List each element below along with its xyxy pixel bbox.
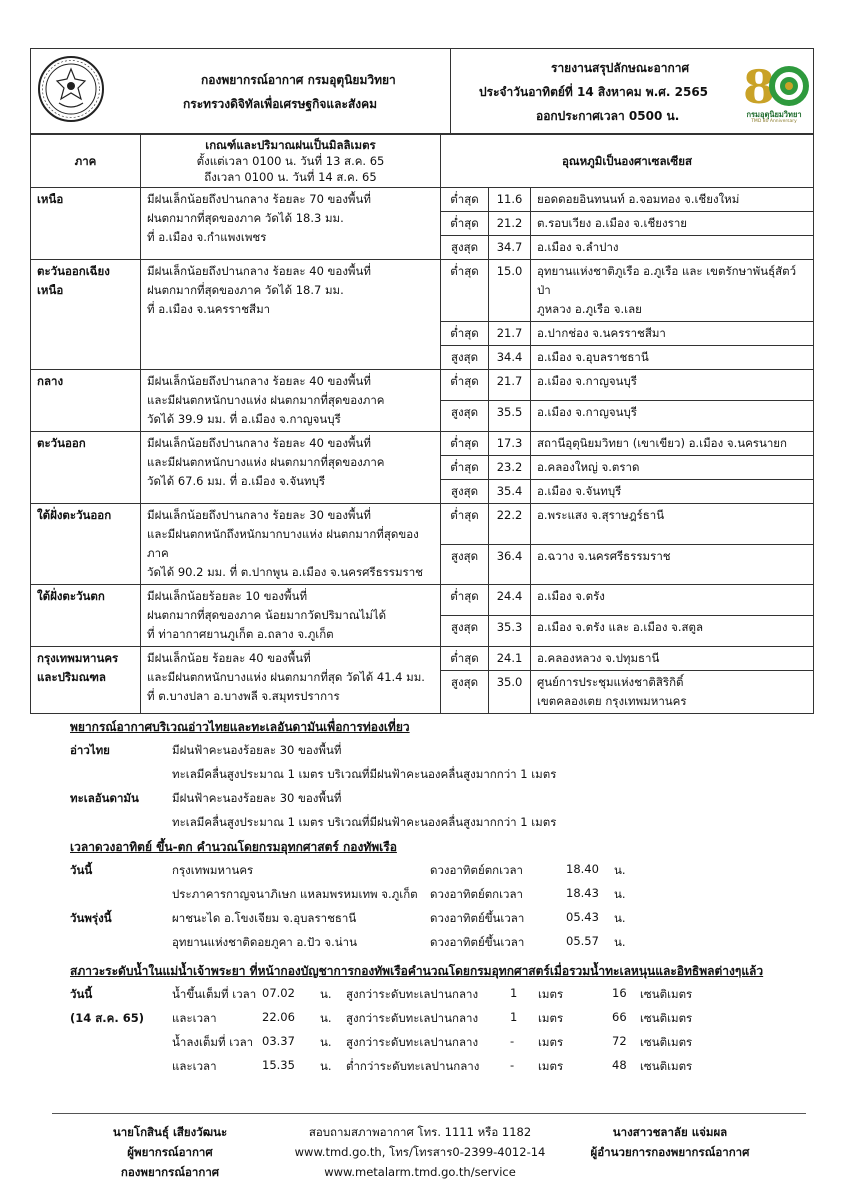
temp-location-line: ภูหลวง อ.ภูเรือ จ.เลย [537, 302, 642, 316]
tide-label: น้ำลงเต็มที่ เวลา [172, 1035, 254, 1049]
temp-value: 11.6 [489, 188, 531, 212]
rain-summary [141, 585, 441, 647]
footer-left [70, 1122, 270, 1182]
sun-title: เวลาดวงอาทิตย์ ขึ้น-ตก คำนวณโดยกรมอุทกศาสตร์ กองทัพเรือ [70, 840, 397, 854]
temp-location-line: อ.พระแสง จ.สุราษฎร์ธานี [537, 508, 665, 522]
report-title: รายงานสรุปลักษณะอากาศ [551, 61, 690, 75]
sun-event: ดวงอาทิตย์ตกเวลา [430, 887, 524, 901]
tide-relation: ต่ำกว่าระดับทะเลปานกลาง [346, 1059, 480, 1073]
tide-time: 07.02 [262, 986, 295, 1000]
temp-location-line: เขตคลองเตย กรุงเทพมหานคร [537, 694, 687, 708]
footer-divider [52, 1113, 806, 1114]
temp-value: 35.5 [489, 401, 531, 432]
forecaster-org: กองพยากรณ์อากาศ [120, 1165, 220, 1179]
tide-meter-unit: เมตร [538, 1035, 564, 1049]
region-name: กลาง [31, 370, 141, 432]
temp-type: ต่ำสุด [441, 370, 489, 401]
temp-type: ต่ำสุด [441, 260, 489, 322]
director-title: ผู้อำนวยการกองพยากรณ์อากาศ [590, 1145, 750, 1159]
temp-location-line: อ.ปากช่อง จ.นครราชสีมา [537, 326, 666, 340]
tide-m: - [510, 1058, 515, 1072]
rain-line: ที่ อ.เมือง จ.กำแพงเพชร [147, 230, 267, 244]
temp-location [531, 585, 814, 616]
table-row [31, 504, 814, 545]
rain-summary [141, 647, 441, 714]
temp-location [531, 188, 814, 212]
rain-line: ฝนตกมากที่สุดของภาค น้อยมากวัดปริมาณไม่ได้ [147, 608, 387, 622]
temp-value: 15.0 [489, 260, 531, 322]
rain-line: มีฝนเล็กน้อยถึงปานกลาง ร้อยละ 70 ของพื้นที่ [147, 192, 371, 206]
temp-location [531, 370, 814, 401]
logo-text: กรมอุตุนิยมวิทยา [746, 110, 802, 119]
rain-summary [141, 260, 441, 370]
rain-summary [141, 370, 441, 432]
tide-label: และเวลา [172, 1011, 217, 1025]
gulf-line-2: ทะเลมีคลื่นสูงประมาณ 1 เมตร บริเวณที่มีฝนฟ้าคะนองคลื่นสูงมากกว่า 1 เมตร [172, 767, 557, 781]
sun-time: 18.40 [566, 862, 599, 876]
andaman-line-2: ทะเลมีคลื่นสูงประมาณ 1 เมตร บริเวณที่มีฝนฟ้าคะนองคลื่นสูงมากกว่า 1 เมตร [172, 815, 557, 829]
temp-location [531, 544, 814, 585]
rain-line: มีฝนเล็กน้อยร้อยละ 10 ของพื้นที่ [147, 589, 308, 603]
temp-type: ต่ำสุด [441, 188, 489, 212]
rain-line: วัดได้ 67.6 มม. ที่ อ.เมือง จ.จันทบุรี [147, 474, 326, 488]
temp-type: สูงสุด [441, 401, 489, 432]
tide-cm-unit: เซนติเมตร [640, 1035, 693, 1049]
sun-event: ดวงอาทิตย์ขึ้นเวลา [430, 911, 525, 925]
temp-location-line: ยอดดอยอินทนนท์ อ.จอมทอง จ.เชียงใหม่ [537, 192, 740, 206]
tide-cm-unit: เซนติเมตร [640, 987, 693, 1001]
temp-type: ต่ำสุด [441, 504, 489, 545]
region-name: ใต้ฝั่งตะวันตก [31, 585, 141, 647]
temp-location-line: อุทยานแห่งชาติภูเรือ อ.ภูเรือ และ เขตรักษาพันธุ์สัตว์ป่า [537, 264, 797, 297]
temp-location-line: อ.เมือง จ.อุบลราชธานี [537, 350, 649, 364]
table-row [31, 432, 814, 456]
rain-line: ฝนตกมากที่สุดของภาค วัดได้ 18.7 มม. [147, 283, 344, 297]
tide-relation: สูงกว่าระดับทะเลปานกลาง [346, 1035, 479, 1049]
temp-type: สูงสุด [441, 346, 489, 370]
sun-unit: น. [614, 935, 626, 949]
tide-date-label: (14 ส.ค. 65) [70, 1011, 144, 1025]
contact-website[interactable]: www.tmd.go.th, โทร/โทรสาร0-2399-4012-14 [294, 1145, 546, 1159]
rain-line: ที่ ท่าอากาศยานภูเก็ต อ.ถลาง จ.ภูเก็ต [147, 627, 334, 641]
temp-location [531, 480, 814, 504]
andaman-line-1: มีฝนฟ้าคะนองร้อยละ 30 ของพื้นที่ [172, 791, 342, 805]
rain-summary [141, 432, 441, 504]
table-row [31, 188, 814, 212]
temp-location-line: สถานีอุตุนิยมวิทยา (เขาเขียว) อ.เมือง จ.นครนายก [537, 436, 788, 450]
temp-location [531, 346, 814, 370]
rain-line: และมีฝนตกหนักบางแห่ง ฝนตกมากที่สุดของภาค [147, 455, 385, 469]
sun-time: 05.57 [566, 934, 599, 948]
tide-time-unit: น. [320, 1011, 332, 1025]
temp-value: 36.4 [489, 544, 531, 585]
tide-title: สภาวะระดับน้ำในแม่น้ำเจ้าพระยา ที่หน้ากองบัญชาการกองทัพเรือคำนวณโดยกรมอุทกศาสตร์เมื่อรวมน้ำทะเลหนุนและอิทธิพลต่างๆแล้ว [70, 964, 764, 978]
sun-place: ผาชนะได อ.โขงเจียม จ.อุบลราชธานี [172, 911, 357, 925]
temp-type: สูงสุด [441, 671, 489, 714]
temp-location [531, 212, 814, 236]
forecaster-title: ผู้พยากรณ์อากาศ [127, 1145, 213, 1159]
logo-subtext: TMD 80 Anniversary [751, 119, 797, 124]
sea-title: พยากรณ์อากาศบริเวณอ่าวไทยและทะเลอันดามันเพื่อการท่องเที่ยว [70, 720, 410, 734]
table-row [31, 647, 814, 671]
temp-type: ต่ำสุด [441, 432, 489, 456]
andaman-label: ทะเลอันดามัน [70, 791, 139, 805]
report-header [30, 48, 814, 134]
temp-type: ต่ำสุด [441, 212, 489, 236]
temp-location [531, 401, 814, 432]
tide-time: 15.35 [262, 1058, 295, 1072]
rain-summary [141, 504, 441, 585]
col-temp-header: อุณหภูมิเป็นองศาเซลเซียส [441, 135, 814, 188]
temp-type: ต่ำสุด [441, 322, 489, 346]
region-name: ใต้ฝั่งตะวันออก [31, 504, 141, 585]
sun-event: ดวงอาทิตย์ตกเวลา [430, 863, 524, 877]
table-row [31, 260, 814, 322]
tide-cm: 48 [612, 1058, 627, 1072]
sun-time: 18.43 [566, 886, 599, 900]
tide-cm-unit: เซนติเมตร [640, 1011, 693, 1025]
tide-time: 22.06 [262, 1010, 295, 1024]
dept-line-2: กระทรวงดิจิทัลเพื่อเศรษฐกิจและสังคม [183, 97, 378, 111]
rain-line: มีฝนเล็กน้อยถึงปานกลาง ร้อยละ 40 ของพื้นที่ [147, 436, 371, 450]
temp-location [531, 260, 814, 322]
rain-line: วัดได้ 39.9 มม. ที่ อ.เมือง จ.กาญจนบุรี [147, 412, 341, 426]
footer-center [270, 1122, 570, 1182]
temp-value: 35.3 [489, 616, 531, 647]
temp-location-line: อ.คลองใหญ่ จ.ตราด [537, 460, 640, 474]
sun-unit: น. [614, 911, 626, 925]
temp-value: 21.7 [489, 322, 531, 346]
rain-line: ที่ อ.เมือง จ.นครราชสีมา [147, 302, 271, 316]
temp-location [531, 456, 814, 480]
forecaster-name: นายโกสินธุ์ เสียงวัฒนะ [112, 1125, 228, 1139]
sun-place: กรุงเทพมหานคร [172, 863, 254, 877]
temp-location-line: อ.คลองหลวง จ.ปทุมธานี [537, 651, 660, 665]
tide-cm: 16 [612, 986, 627, 1000]
sun-time: 05.43 [566, 910, 599, 924]
region-name: ตะวันออก [31, 432, 141, 504]
temp-location [531, 504, 814, 545]
col-rain-line2: ตั้งแต่เวลา 0100 น. วันที่ 13 ส.ค. 65 [196, 154, 385, 168]
col-rain-line3: ถึงเวลา 0100 น. วันที่ 14 ส.ค. 65 [204, 170, 377, 184]
temp-location-line: ต.รอบเวียง อ.เมือง จ.เชียงราย [537, 216, 688, 230]
tide-m: - [510, 1034, 515, 1048]
temp-location [531, 671, 814, 714]
tide-cm: 72 [612, 1034, 627, 1048]
temp-value: 21.2 [489, 212, 531, 236]
tide-time: 03.37 [262, 1034, 295, 1048]
sun-today-label: วันนี้ [70, 863, 93, 877]
tide-label: และเวลา [172, 1059, 217, 1073]
rain-line: มีฝนเล็กน้อยถึงปานกลาง ร้อยละ 40 ของพื้นที่ [147, 264, 371, 278]
sun-place: อุทยานแห่งชาติดอยภูคา อ.ปัว จ.น่าน [172, 935, 357, 949]
report-date: ประจำวันอาทิตย์ที่ 14 สิงหาคม พ.ศ. 2565 [479, 85, 709, 99]
temp-location [531, 432, 814, 456]
tide-relation: สูงกว่าระดับทะเลปานกลาง [346, 1011, 479, 1025]
temp-location-line: อ.เมือง จ.ตรัง [537, 589, 605, 603]
temp-value: 21.7 [489, 370, 531, 401]
temp-type: สูงสุด [441, 616, 489, 647]
tide-m: 1 [510, 1010, 518, 1024]
rain-line: มีฝนเล็กน้อยถึงปานกลาง ร้อยละ 40 ของพื้นที่ [147, 374, 371, 388]
svg-text:8: 8 [743, 60, 776, 111]
temp-type: สูงสุด [441, 236, 489, 260]
temp-value: 22.2 [489, 504, 531, 545]
tide-relation: สูงกว่าระดับทะเลปานกลาง [346, 987, 479, 1001]
tide-day-label: วันนี้ [70, 987, 93, 1001]
temp-location-line: อ.เมือง จ.จันทบุรี [537, 484, 622, 498]
temp-value: 34.4 [489, 346, 531, 370]
col-rain-line1: เกณฑ์และปริมาณฝนเป็นมิลลิเมตร [205, 138, 376, 152]
region-name: เหนือ [31, 188, 141, 260]
rain-line: มีฝนเล็กน้อย ร้อยละ 40 ของพื้นที่ [147, 651, 311, 665]
sun-event: ดวงอาทิตย์ขึ้นเวลา [430, 935, 525, 949]
dept-line-1: กองพยากรณ์อากาศ กรมอุตุนิยมวิทยา [201, 73, 396, 87]
weather-summary-table [30, 134, 814, 714]
temp-location-line: ศูนย์การประชุมแห่งชาติสิริกิติ์ [537, 675, 684, 689]
col-rain-header [141, 135, 441, 188]
temp-type: ต่ำสุด [441, 585, 489, 616]
temp-type: สูงสุด [441, 480, 489, 504]
temp-location-line: อ.ฉวาง จ.นครศรีธรรมราช [537, 548, 671, 563]
col-region-header: ภาค [31, 135, 141, 188]
gulf-label: อ่าวไทย [70, 743, 110, 757]
tide-label: น้ำขึ้นเต็มที่ เวลา [172, 987, 257, 1001]
tide-time-unit: น. [320, 1059, 332, 1073]
sun-tomorrow-label: วันพรุ่งนี้ [70, 911, 112, 925]
temp-location [531, 322, 814, 346]
temp-location-line: อ.เมือง จ.ตรัง และ อ.เมือง จ.สตูล [537, 620, 704, 634]
temp-value: 24.1 [489, 647, 531, 671]
temp-location-line: อ.เมือง จ.ลำปาง [537, 240, 619, 254]
rain-line: และมีฝนตกหนักบางแห่ง ฝนตกมากที่สุดของภาค [147, 393, 385, 407]
royal-seal-icon [37, 55, 105, 123]
region-name: กรุงเทพมหานคร และปริมณฑล [31, 647, 141, 714]
rain-line: ที่ ต.บางปลา อ.บางพลี จ.สมุทรปราการ [147, 689, 340, 703]
rain-line: และมีฝนตกหนักถึงหนักมากบางแห่ง ฝนตกมากที่สุดของภาค [147, 527, 419, 560]
tide-m: 1 [510, 986, 518, 1000]
temp-location-line: อ.เมือง จ.กาญจนบุรี [537, 374, 637, 388]
director-name: นางสาวชลาลัย แจ่มผล [612, 1125, 728, 1139]
tide-meter-unit: เมตร [538, 987, 564, 1001]
tide-meter-unit: เมตร [538, 1059, 564, 1073]
header-divider [450, 49, 451, 133]
tide-meter-unit: เมตร [538, 1011, 564, 1025]
contact-phone: สอบถามสภาพอากาศ โทร. 1111 หรือ 1182 [308, 1125, 532, 1139]
tide-cm: 66 [612, 1010, 627, 1024]
rain-line: มีฝนเล็กน้อยถึงปานกลาง ร้อยละ 30 ของพื้นที่ [147, 508, 371, 522]
temp-location [531, 236, 814, 260]
footer-right [570, 1122, 770, 1162]
temp-value: 35.4 [489, 480, 531, 504]
issue-time: ออกประกาศเวลา 0500 น. [536, 109, 680, 123]
tide-time-unit: น. [320, 1035, 332, 1049]
rain-line: ฝนตกมากที่สุดของภาค วัดได้ 18.3 มม. [147, 211, 344, 225]
region-name: ตะวันออกเฉียงเหนือ [31, 260, 141, 370]
rain-line: และมีฝนตกหนักบางแห่ง ฝนตกมากที่สุด วัดได้ 41.4 มม. [147, 670, 425, 684]
table-row [31, 370, 814, 401]
temp-value: 35.0 [489, 671, 531, 714]
temp-value: 34.7 [489, 236, 531, 260]
temp-value: 24.4 [489, 585, 531, 616]
rain-summary [141, 188, 441, 260]
temp-value: 23.2 [489, 456, 531, 480]
sun-place: ประภาคารกาญจนาภิเษก แหลมพรหมเทพ จ.ภูเก็ต [172, 887, 418, 901]
rain-line: วัดได้ 90.2 มม. ที่ ต.ปากพูน อ.เมือง จ.นครศรีธรรมราช [147, 565, 423, 579]
table-header-row [31, 135, 814, 188]
temp-location [531, 616, 814, 647]
temp-type: สูงสุด [441, 544, 489, 585]
temp-type: ต่ำสุด [441, 647, 489, 671]
temp-location-line: อ.เมือง จ.กาญจนบุรี [537, 405, 637, 419]
temp-value: 17.3 [489, 432, 531, 456]
sun-unit: น. [614, 887, 626, 901]
table-row [31, 585, 814, 616]
tide-time-unit: น. [320, 987, 332, 1001]
gulf-line-1: มีฝนฟ้าคะนองร้อยละ 30 ของพื้นที่ [172, 743, 342, 757]
anniversary-80-icon [739, 59, 809, 111]
tmd-80-anniversary-logo [739, 59, 809, 125]
contact-service-link[interactable]: www.metalarm.tmd.go.th/service [324, 1165, 516, 1179]
temp-location [531, 647, 814, 671]
tide-cm-unit: เซนติเมตร [640, 1059, 693, 1073]
sun-unit: น. [614, 863, 626, 877]
temp-type: ต่ำสุด [441, 456, 489, 480]
